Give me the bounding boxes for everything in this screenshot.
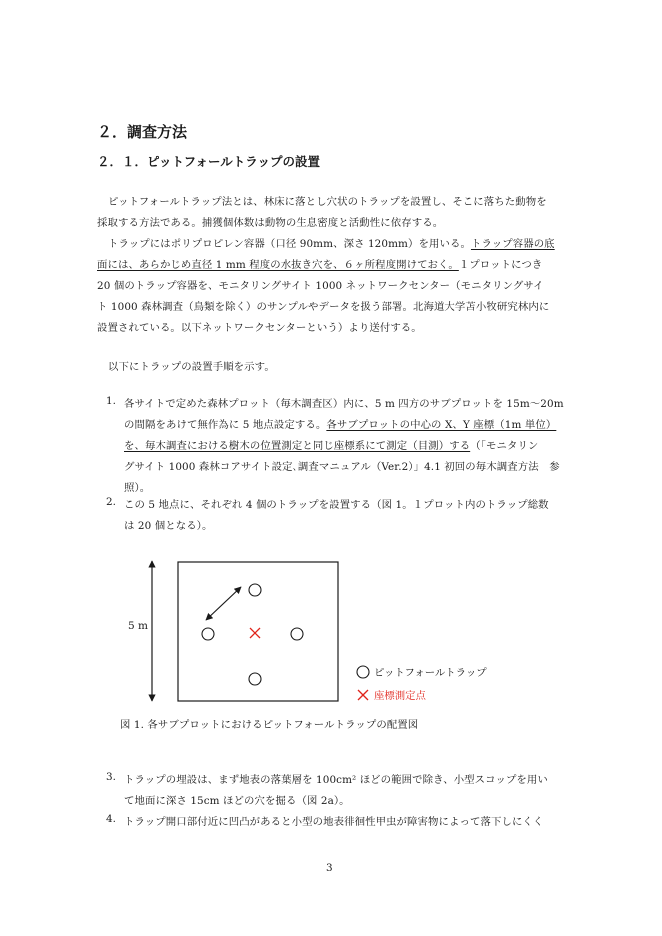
trap-circle [291,628,303,640]
figure-caption: 図 1. 各サブプロットにおけるピットフォールトラップの配置図 [120,719,419,731]
step-number: 1. [106,395,116,407]
step1-line3: を、毎木調査における樹木の位置測定と同じ座標系にて測定（目測）する（「モニタリン [124,440,539,452]
step1-line2: の間隔をあけて無作為に 5 地点設定する。各サブプロットの中心の X、Y 座標（1m 単位） [124,419,557,431]
section-heading: ２．調査方法 [97,123,188,141]
step1-line5: 照）。 [124,482,151,494]
step1-line4: グサイト 1000 森林コアサイト設定､調査マニュアル（Ver.2）」4.1 初回の毎木調査方法 参 [124,461,560,473]
legend-point-symbol [358,690,368,700]
intro-p1-line2: 採取する方法である。捕獲個体数は動物の生息密度と活動性に依存する。 [97,217,444,229]
step-number: 2. [106,496,116,508]
coordinate-point-mark [250,628,260,638]
legend-trap-label: ピットフォールトラップ [374,667,487,679]
underlined-text: トラップ容器の底 [470,238,555,250]
underlined-text: 面には、あらかじめ直径 1 mm 程度の水抜き穴を、６ヶ所程度開けておく。 [97,259,459,271]
legend-trap-symbol [357,666,369,678]
underlined-text: 各サブプロットの中心の X、Y 座標（1m 単位） [326,419,557,431]
trap-circle [202,628,214,640]
scale-label: 5 m [128,620,148,632]
legend-point-label: 座標測定点 [374,690,426,702]
step4-line1: トラップ開口部付近に凹凸があると小型の地表徘徊性甲虫が障害物によって落下しにくく [124,816,544,828]
step-number: 4. [106,813,116,825]
intro-p2-line4: ト 1000 森林調査（鳥類を除く）のサンプルやデータを扱う部署。北海道大学苫小牧研究林内に [97,301,550,313]
step-number: 3. [106,771,116,783]
step3-line2: て地面に深さ 15cm ほどの穴を掘る（図 2a）。 [124,795,350,807]
intro-p1-line1: ピットフォールトラップ法とは、林床に落とし穴状のトラップを設置し、そこに落ちた動物を [108,196,547,208]
underlined-text: を、毎木調査における樹木の位置測定と同じ座標系にて測定（目測）する [124,440,471,452]
trap-layout-figure [110,555,530,715]
intro-p2-line5: 設置されている。以下ネットワークセンターという）より送付する。 [97,322,422,334]
page-number: 3 [326,862,333,874]
intro-p2-line1: トラップにはポリプロピレン容器（口径 90mm、深さ 120mm）を用いる。トラップ容器の底 [108,238,555,250]
subsection-heading: ２．１．ピットフォールトラップの設置 [97,154,321,169]
step2-line2: は 20 個となる）。 [124,520,213,532]
trap-circle [249,584,261,596]
step2-line1: この 5 地点に、それぞれ 4 個のトラップを設置する（図 1。１プロット内のトラップ総数 [124,499,549,511]
intro-p2-line2: 面には、あらかじめ直径 1 mm 程度の水抜き穴を、６ヶ所程度開けておく。１プロットにつき [97,259,543,271]
trap-circle [249,673,261,685]
step3-line1: トラップの埋設は、まず地表の落葉層を 100cm² ほどの範囲で除き、小型スコップを用い [124,774,548,786]
distance-arrow [206,587,241,620]
step1-line1: 各サイトで定めた森林プロット（毎木調査区）内に、5 m 四方のサブプロットを 15m～20m [124,398,564,410]
intro-p2-line3: 20 個のトラップ容器を、モニタリングサイト 1000 ネットワークセンター（モニタリングサイ [97,280,544,292]
lead-text: 以下にトラップの設置手順を示す。 [108,361,275,373]
